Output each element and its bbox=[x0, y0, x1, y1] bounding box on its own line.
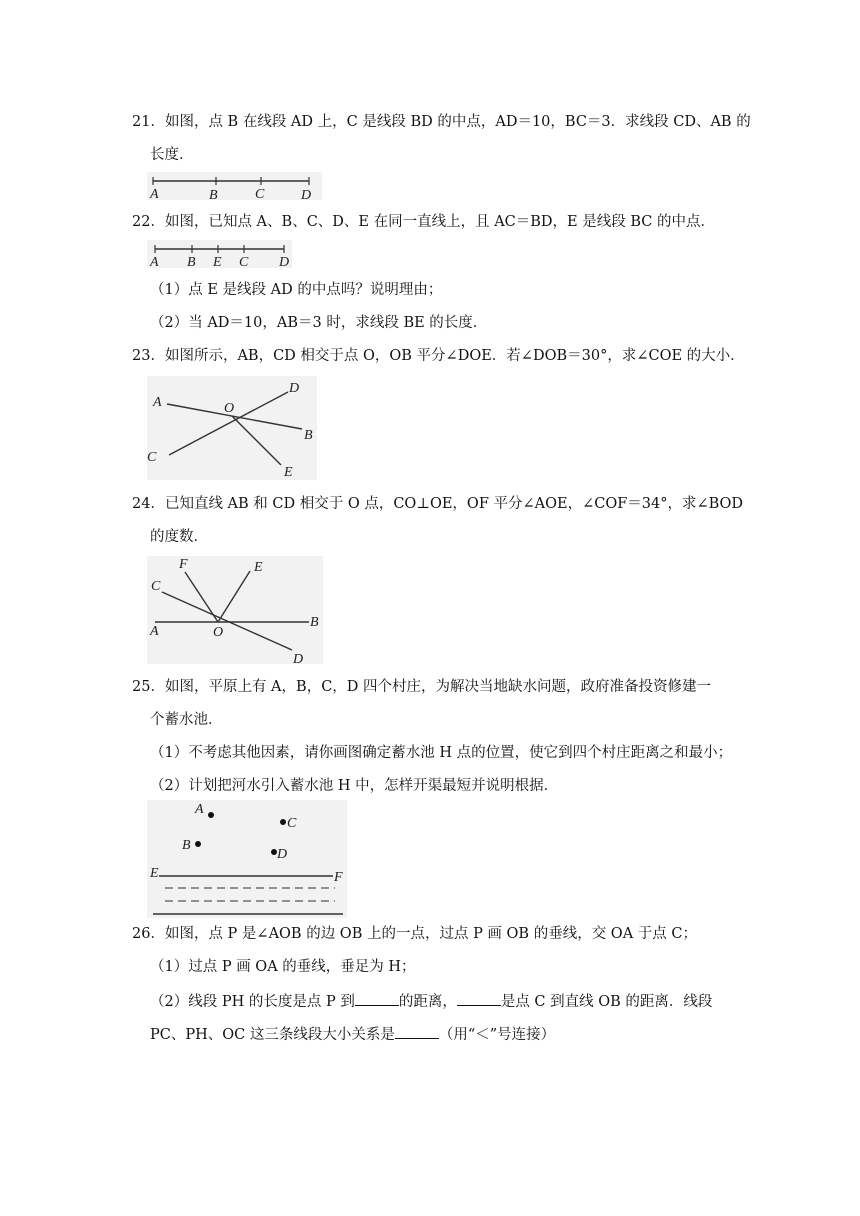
q25-label-d: D bbox=[277, 847, 288, 862]
answer-blank-2[interactable] bbox=[457, 991, 501, 1006]
q25-text: 如图，平原上有 A，B，C，D 四个村庄，为解决当地缺水问题，政府准备投资修建一 bbox=[164, 679, 712, 695]
q22-label-d: D bbox=[279, 255, 290, 270]
q26-text: 如图，点 P 是∠AOB 的边 OB 上的一点，过点 P 画 OB 的垂线，交 OA 于点 C； bbox=[164, 926, 697, 942]
q21-line1 bbox=[132, 112, 751, 132]
q25-sub2: （2）计划把河水引入蓄水池 H 中，怎样开渠最短并说明根据． bbox=[150, 778, 559, 794]
q26-number: 26． bbox=[132, 926, 165, 942]
q21-label-d: D bbox=[301, 188, 312, 203]
q21-label-c: C bbox=[255, 187, 265, 202]
q24-label-b: B bbox=[310, 615, 319, 630]
q25-line1 bbox=[132, 677, 711, 697]
q25-label-f: F bbox=[334, 870, 343, 885]
q26-line1 bbox=[132, 924, 697, 944]
q26-sub2 bbox=[150, 991, 712, 1012]
q25-sub1: （1）不考虑其他因素，请你画图确定蓄水池 H 点的位置，使它到四个村庄距离之和最小； bbox=[150, 745, 733, 761]
q21-label-b: B bbox=[209, 188, 218, 203]
q25-number: 25． bbox=[132, 679, 165, 695]
q26-sub3-part1: PC、PH、OC 这三条线段大小关系是 bbox=[150, 1027, 395, 1043]
q22-label-e: E bbox=[213, 255, 222, 270]
q23-label-d: D bbox=[289, 381, 300, 396]
q26-sub3 bbox=[150, 1024, 555, 1045]
q21-text: 如图，点 B 在线段 AD 上，C 是线段 BD 的中点，AD＝10，BC＝3．求线段 CD、AB 的 bbox=[164, 114, 751, 130]
q24-line2: 的度数． bbox=[150, 529, 208, 545]
q23-label-e: E bbox=[284, 465, 293, 480]
q22-sub1: （1）点 E 是线段 AD 的中点吗？说明理由； bbox=[150, 282, 443, 298]
q22-figure bbox=[147, 240, 297, 270]
q23-label-a: A bbox=[153, 395, 162, 410]
q24-figure bbox=[147, 556, 327, 668]
q23-label-o: O bbox=[224, 401, 235, 416]
q25-label-a: A bbox=[195, 802, 204, 817]
q24-label-f: F bbox=[179, 557, 188, 572]
q24-label-e: E bbox=[254, 560, 263, 575]
q26-sub2-part3: 是点 C 到直线 OB 的距离．线段 bbox=[500, 994, 713, 1010]
q24-label-a: A bbox=[150, 624, 159, 639]
q23-label-b: B bbox=[304, 428, 313, 443]
q23-figure bbox=[147, 376, 322, 482]
q23-label-c: C bbox=[147, 450, 157, 465]
q24-text: 已知直线 AB 和 CD 相交于 O 点，CO⊥OE，OF 平分∠AOE，∠COF＝34°，求∠BOD bbox=[164, 496, 744, 512]
q23-text: 如图所示，AB，CD 相交于点 O，OB 平分∠DOE．若∠DOB＝30°，求∠COE 的大小． bbox=[164, 348, 745, 364]
q21-number: 21． bbox=[132, 114, 165, 130]
q26-sub2-part1: （2）线段 PH 的长度是点 P 到 bbox=[150, 994, 355, 1010]
q22-text: 如图，已知点 A、B、C、D、E 在同一直线上，且 AC＝BD，E 是线段 BC 的中点． bbox=[164, 214, 715, 230]
q25-figure bbox=[147, 800, 352, 920]
q21-line2: 长度． bbox=[150, 147, 194, 163]
q26-sub1: （1）过点 P 画 OA 的垂线，垂足为 H； bbox=[150, 959, 416, 975]
q26-sub2-part2: 的距离， bbox=[398, 994, 457, 1010]
q21-label-a: A bbox=[150, 187, 159, 202]
q22-label-b: B bbox=[187, 255, 196, 270]
q26-sub3-part2: （用“＜”号连接） bbox=[438, 1027, 556, 1043]
answer-blank-3[interactable] bbox=[395, 1024, 439, 1039]
q23-number: 23． bbox=[132, 348, 165, 364]
q22-line1 bbox=[132, 212, 715, 232]
answer-blank-1[interactable] bbox=[355, 991, 399, 1006]
q25-label-c: C bbox=[287, 816, 297, 831]
q22-label-c: C bbox=[239, 255, 249, 270]
q22-sub2: （2）当 AD＝10，AB＝3 时，求线段 BE 的长度． bbox=[150, 315, 488, 331]
q24-label-o: O bbox=[213, 625, 224, 640]
q24-label-c: C bbox=[151, 579, 161, 594]
q25-line2: 个蓄水池． bbox=[150, 712, 223, 728]
q24-line1 bbox=[132, 494, 743, 514]
q24-label-d: D bbox=[293, 652, 304, 667]
q25-label-e: E bbox=[150, 866, 159, 881]
q22-label-a: A bbox=[150, 255, 159, 270]
q23-line1 bbox=[132, 346, 745, 366]
q21-figure bbox=[147, 172, 327, 202]
q24-number: 24． bbox=[132, 496, 165, 512]
q22-number: 22． bbox=[132, 214, 165, 230]
q25-label-b: B bbox=[182, 838, 191, 853]
